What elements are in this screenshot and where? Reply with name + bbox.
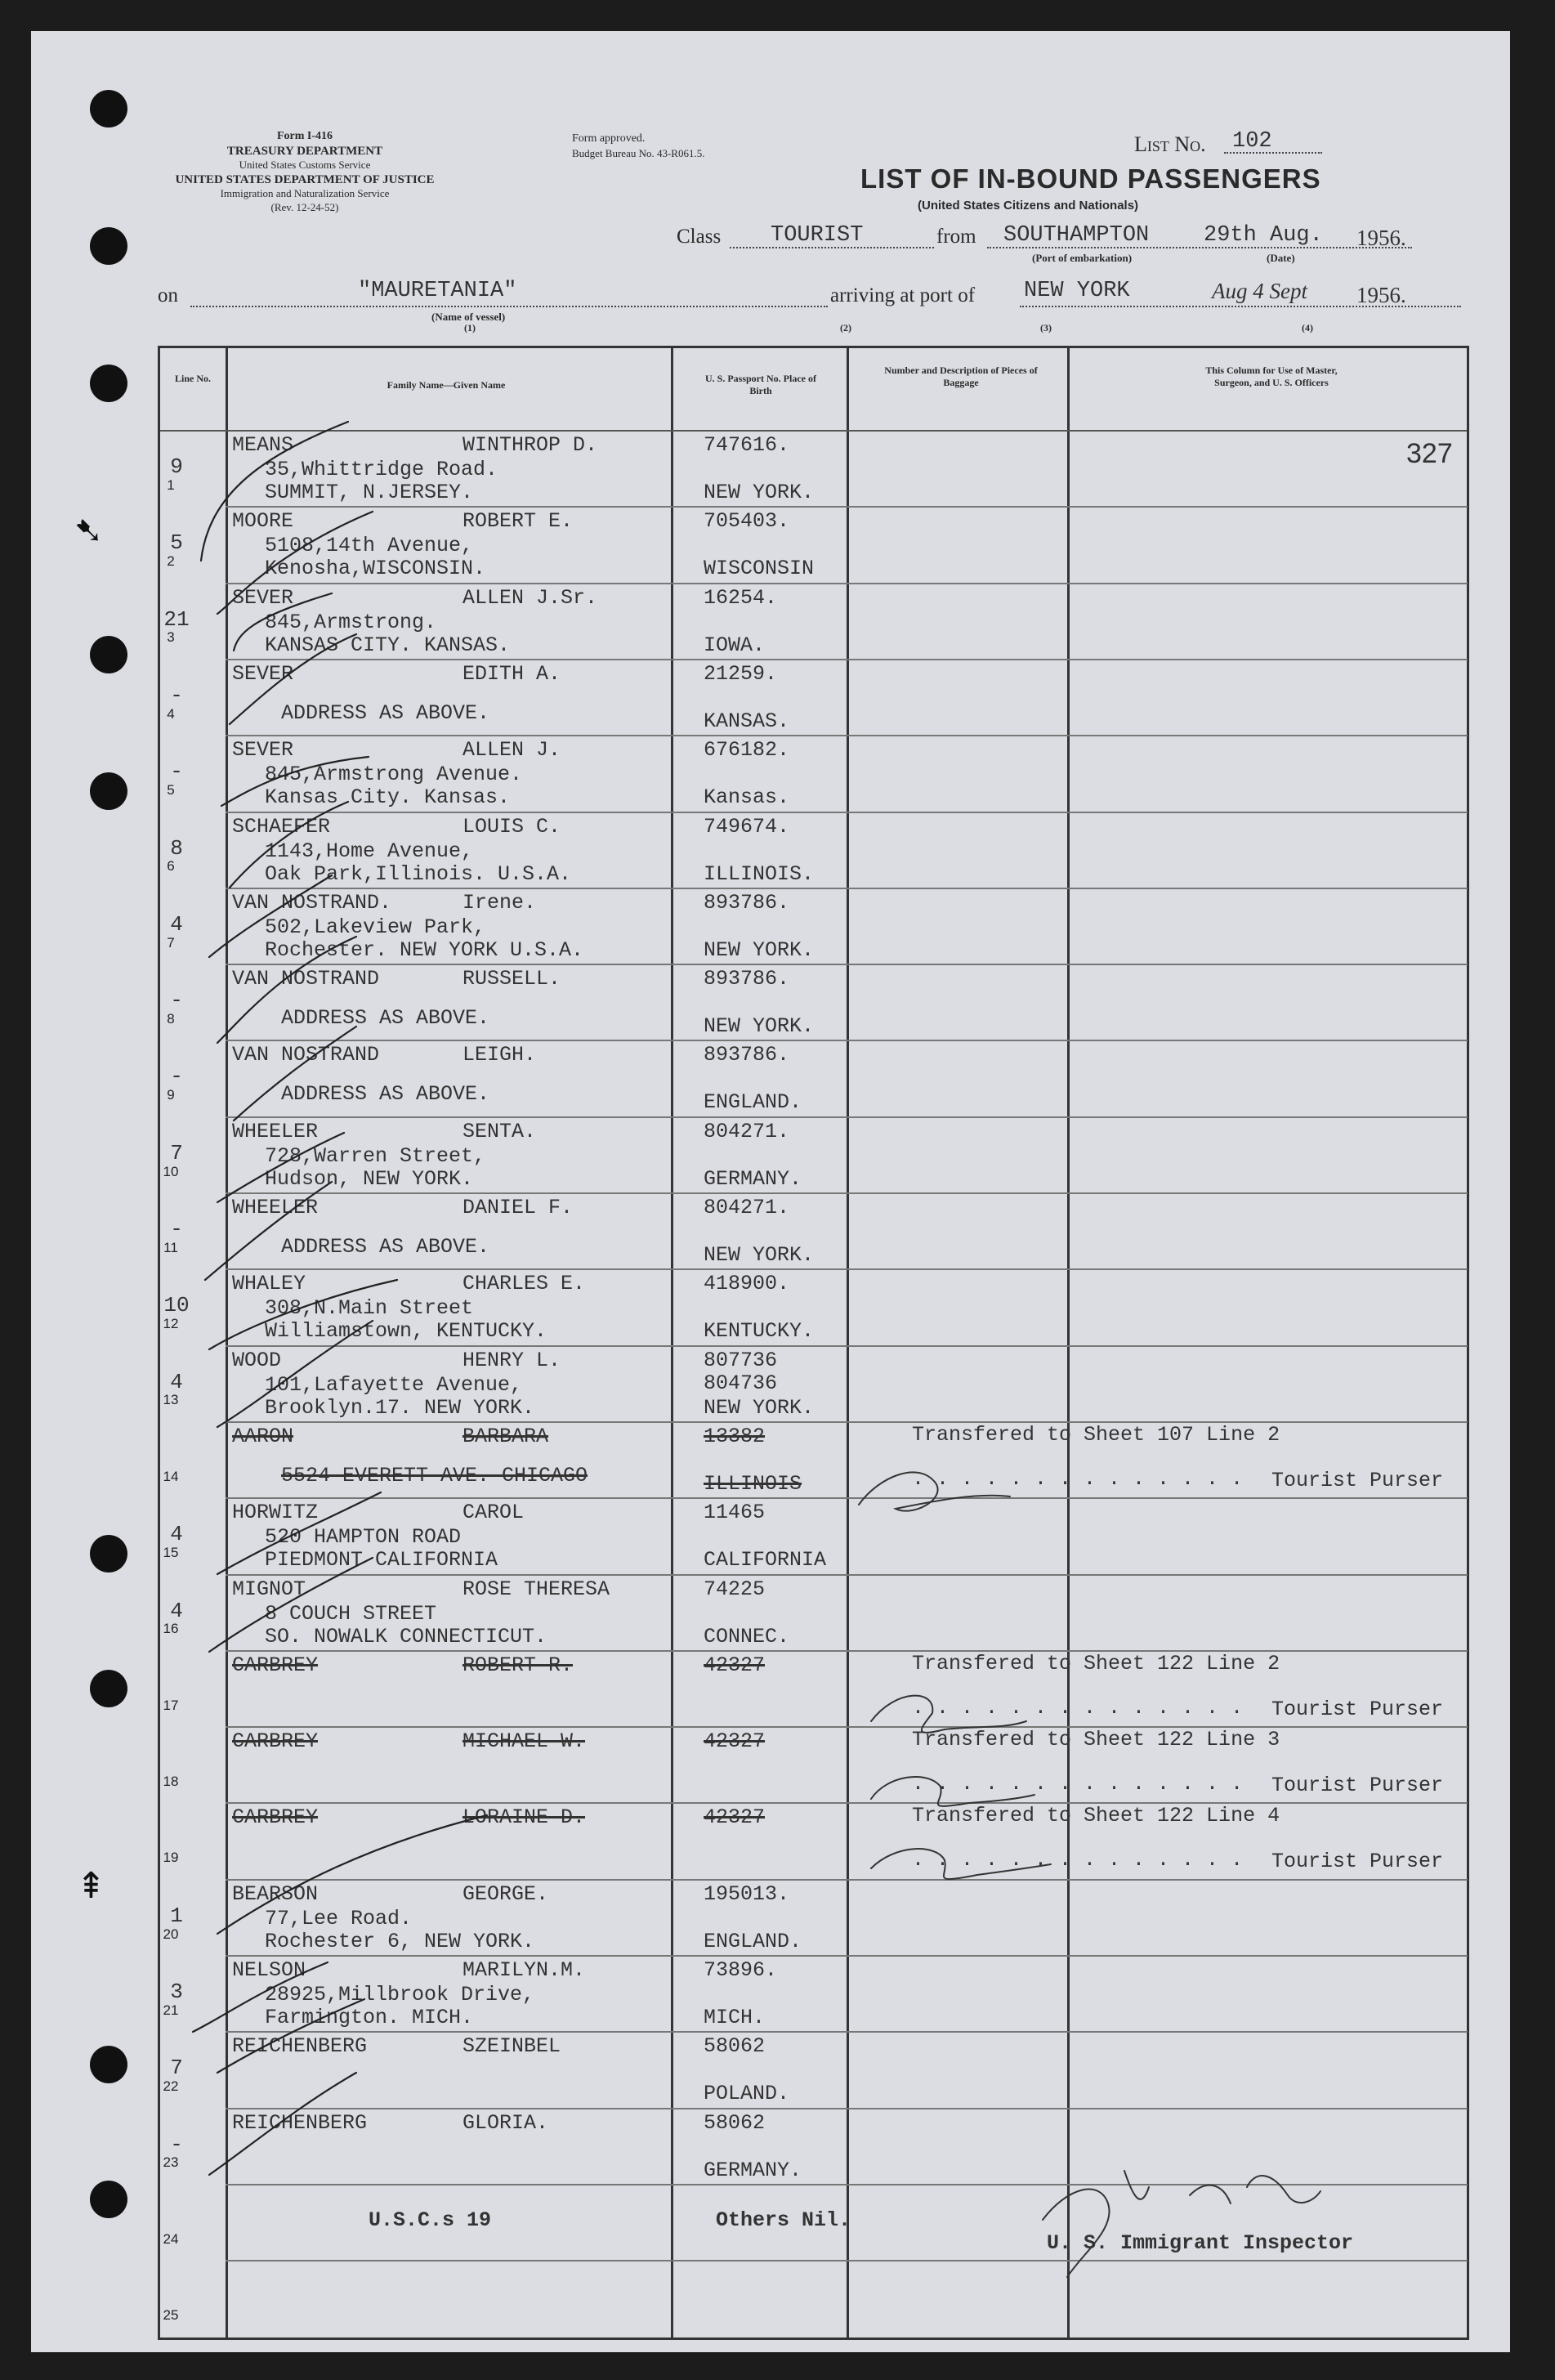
margin-tick-mark: ⇞ (76, 1866, 106, 1906)
officer-note: 327 (1406, 438, 1453, 469)
passport-number: 893786. (704, 890, 790, 915)
transfer-note: Transfered to Sheet 122 Line 3 (912, 1728, 1280, 1752)
family-name: SEVER (232, 661, 294, 686)
baggage-count: - (170, 682, 183, 708)
address-line-1: ADDRESS AS ABOVE. (281, 1235, 490, 1259)
address-line-1: ADDRESS AS ABOVE. (281, 1082, 490, 1107)
customs-service: United States Customs Service (239, 159, 371, 172)
family-name: HORWITZ (232, 1501, 319, 1525)
row-divider (226, 2260, 1468, 2261)
family-name: SCHAEFER (232, 814, 331, 839)
row-divider (226, 1802, 1468, 1804)
place-of-birth: CALIFORNIA (704, 1548, 827, 1572)
departure-date: 29th Aug. (1204, 223, 1323, 248)
class-label: Class (677, 226, 722, 248)
vessel-line (190, 306, 828, 307)
arriving-label: arriving at port of (830, 284, 976, 306)
line-number: 20 (163, 1926, 179, 1942)
line-number: 11 (163, 1239, 178, 1255)
row-divider (226, 1955, 1468, 1957)
family-name: NELSON (232, 1958, 306, 1982)
passport-number: 747616. (704, 433, 790, 457)
family-name: CARBREY (232, 1653, 319, 1677)
row-divider (226, 735, 1468, 736)
passport-number-corrected: 804736 (704, 1371, 778, 1395)
purser-label: Tourist Purser (1271, 1697, 1444, 1721)
passport-number: 16254. (704, 585, 778, 610)
address-line-2: Kenosha,WISCONSIN. (265, 557, 486, 581)
manifest-page (31, 31, 1510, 2352)
passport-number: 804271. (704, 1196, 790, 1219)
address-line-1: 1143,Home Avenue, (265, 839, 474, 863)
line-number: 14 (163, 1468, 179, 1484)
address-line-2: KANSAS CITY. KANSAS. (265, 633, 511, 657)
baggage-count: 3 (170, 1980, 183, 2004)
address-line-1: 520 HAMPTON ROAD (265, 1525, 462, 1550)
punch-hole (90, 636, 127, 673)
baggage-count: - (170, 2132, 183, 2157)
passport-number: 21259. (704, 661, 778, 686)
family-name: WHEELER (232, 1119, 319, 1143)
form-id: Form I-416 (276, 130, 333, 142)
given-name: Irene. (462, 890, 537, 915)
place-of-birth: WISCONSIN (704, 557, 815, 581)
baggage-count: 1 (170, 1903, 183, 1928)
baggage-count: - (170, 1217, 183, 1241)
address-line-1: ADDRESS AS ABOVE. (281, 1006, 490, 1031)
purser-dots: . . . . . . . . . . . . . . (912, 1772, 1244, 1796)
on-label: on (158, 284, 178, 306)
line-number: 2 (167, 553, 175, 570)
col-divider (847, 348, 849, 2338)
given-name: SZEINBEL (462, 2034, 561, 2059)
header-divider (160, 430, 1467, 432)
address-line-2: SO. NOWALK CONNECTICUT. (265, 1624, 547, 1649)
family-name: REICHENBERG (232, 2110, 368, 2135)
line-number: 9 (167, 1087, 175, 1103)
address-line-2: Oak Park,Illinois. U.S.A. (265, 861, 572, 886)
ins-service: Immigration and Naturalization Service (220, 187, 390, 200)
address-line-1: 845,Armstrong. (265, 610, 437, 634)
row-divider (226, 1040, 1468, 1041)
given-name: RUSSELL. (462, 967, 561, 991)
row-divider (226, 1421, 1468, 1423)
family-name: WHEELER (232, 1196, 319, 1219)
col-header-baggage: Number and Description of Pieces of Baggage (884, 365, 1038, 388)
given-name: CAROL (462, 1501, 525, 1525)
given-name: LOUIS C. (462, 814, 561, 839)
date-caption: (Date) (1267, 252, 1295, 264)
list-no-value: 102 (1232, 129, 1272, 154)
family-name: VAN NOSTRAND (232, 1043, 380, 1067)
given-name: ROBERT R. (462, 1653, 574, 1677)
place-of-birth: NEW YORK. (704, 481, 815, 504)
family-name: MEANS (232, 433, 294, 457)
from-value: SOUTHAMPTON (1003, 223, 1150, 248)
passport-number: 73896. (704, 1958, 778, 1982)
punch-hole (90, 1670, 127, 1707)
col-divider (671, 348, 673, 2338)
row-divider (226, 1192, 1468, 1194)
given-name: HENRY L. (462, 1348, 561, 1372)
place-of-birth: ENGLAND. (704, 1929, 802, 1953)
place-of-birth: KANSAS. (704, 709, 790, 733)
baggage-count: - (170, 988, 183, 1013)
address-line-2: SUMMIT, N.JERSEY. (265, 481, 474, 504)
inspector-title: U. S. Immigrant Inspector (1047, 2230, 1354, 2255)
uscs-count: U.S.C.s 19 (369, 2208, 492, 2232)
address-line-1: 101,Lafayette Avenue, (265, 1372, 523, 1397)
passport-number: 58062 (704, 2034, 766, 2059)
row-divider (226, 888, 1468, 889)
margin-tick-mark: ➷ (74, 511, 104, 551)
baggage-count: 7 (170, 2056, 183, 2081)
col-header-officers: This Column for Use of Master, Surgeon, and U. S. Officers (1205, 365, 1338, 388)
address-line-2: Rochester. NEW YORK U.S.A. (265, 937, 584, 962)
class-value: TOURIST (771, 223, 864, 248)
from-label: from (936, 226, 976, 248)
line-number: 22 (163, 2078, 179, 2095)
family-name: VAN NOSTRAND. (232, 890, 392, 915)
address-line-2: Williamstown, KENTUCKY. (265, 1319, 547, 1344)
transfer-note: Transfered to Sheet 107 Line 2 (912, 1422, 1280, 1447)
row-divider (226, 964, 1468, 965)
vessel-name: "MAURETANIA" (358, 279, 517, 303)
passport-number: 195013. (704, 1881, 790, 1906)
col-header-line-no: Line No. (174, 373, 211, 384)
line-number: 21 (163, 2002, 179, 2018)
col-divider (1067, 348, 1070, 2338)
address-line-1: 28925,Millbrook Drive, (265, 1983, 535, 2006)
punch-hole (90, 90, 127, 128)
row-divider (226, 1726, 1468, 1728)
address-line-1: 5524 EVERETT AVE. CHICAGO (281, 1463, 588, 1488)
baggage-count: - (170, 759, 183, 785)
baggage-count: 4 (170, 1598, 183, 1623)
place-of-birth: POLAND. (704, 2082, 790, 2106)
row-divider (226, 583, 1468, 584)
baggage-count: 7 (170, 1140, 183, 1165)
given-name: SENTA. (462, 1119, 537, 1143)
page-subtitle: (United States Citizens and Nationals) (918, 199, 1139, 212)
family-name: SEVER (232, 738, 294, 763)
passport-number: 749674. (704, 814, 790, 839)
row-divider (226, 2031, 1468, 2033)
address-line-2: Rochester 6, NEW YORK. (265, 1929, 535, 1953)
row-divider (226, 812, 1468, 813)
budget-bureau: Budget Bureau No. 43-R061.5. (572, 147, 705, 159)
address-line-1: 845,Armstrong Avenue. (265, 763, 523, 787)
family-name: VAN NOSTRAND (232, 967, 380, 991)
punch-hole (90, 227, 127, 265)
place-of-birth: ILLINOIS (704, 1471, 802, 1496)
family-name: AARON (232, 1424, 294, 1448)
purser-dots: . . . . . . . . . . . . . . (912, 1466, 1244, 1491)
purser-label: Tourist Purser (1271, 1850, 1444, 1874)
passport-number: 42327 (704, 1653, 766, 1677)
page-title: LIST OF IN-BOUND PASSENGERS (860, 163, 1321, 194)
list-no-label: List No. (1134, 132, 1206, 156)
place-of-birth: ILLINOIS. (704, 861, 815, 886)
passport-number: 42327 (704, 1729, 766, 1754)
col-header-name: Family Name—Given Name (387, 379, 506, 391)
list-no-line (1224, 152, 1322, 154)
given-name: GLORIA. (462, 2110, 549, 2135)
line-number: 8 (167, 1010, 175, 1027)
passport-number: 42327 (704, 1805, 766, 1830)
punch-hole (90, 772, 127, 810)
place-of-birth: NEW YORK. (704, 937, 815, 962)
line-number: 1 (167, 476, 175, 493)
departure-year: 1956. (1356, 226, 1406, 250)
place-of-birth: NEW YORK. (704, 1014, 815, 1039)
line-number: 15 (163, 1545, 179, 1561)
place-of-birth: NEW YORK. (704, 1395, 815, 1420)
row-divider (226, 2108, 1468, 2109)
passport-number: 807736 (704, 1348, 778, 1372)
address-line-1: 308,N.Main Street (265, 1296, 474, 1321)
baggage-count: 4 (170, 911, 183, 937)
family-name: CARBREY (232, 1729, 319, 1754)
line-number: 3 (167, 629, 175, 646)
given-name: EDITH A. (462, 661, 561, 686)
passport-number: 893786. (704, 1043, 790, 1067)
passport-number: 13382 (704, 1424, 766, 1448)
family-name: MOORE (232, 509, 294, 534)
passport-number: 74225 (704, 1577, 766, 1601)
passport-number: 893786. (704, 967, 790, 991)
place-of-birth: IOWA. (704, 633, 766, 657)
given-name: ALLEN J.Sr. (462, 585, 598, 610)
family-name: WHALEY (232, 1272, 306, 1296)
given-name: MICHAEL W. (462, 1729, 586, 1754)
line-number: 6 (167, 858, 175, 875)
line-number: 12 (163, 1316, 179, 1332)
given-name: ROBERT E. (462, 509, 574, 534)
passport-number: 676182. (704, 738, 790, 763)
family-name: MIGNOT (232, 1577, 306, 1601)
line-number: 23 (163, 2154, 179, 2171)
address-line-1: 502,Lakeview Park, (265, 915, 486, 939)
purser-dots: . . . . . . . . . . . . . . (912, 1848, 1244, 1872)
line-number: 4 (167, 705, 175, 722)
given-name: ROSE THERESA (462, 1577, 610, 1601)
baggage-count: 21 (163, 606, 190, 632)
line-number: 25 (163, 2307, 179, 2324)
line-number: 24 (163, 2230, 179, 2247)
line-number: 19 (163, 1850, 179, 1866)
row-divider (226, 1650, 1468, 1652)
port-caption: (Port of embarkation) (1032, 252, 1133, 264)
given-name: LORAINE D. (462, 1805, 586, 1830)
place-of-birth: KENTUCKY. (704, 1319, 815, 1344)
row-divider (226, 1268, 1468, 1270)
given-name: LEIGH. (462, 1043, 537, 1067)
baggage-count: 9 (170, 454, 183, 479)
row-divider (226, 1497, 1468, 1499)
address-line-2: Hudson, NEW YORK. (265, 1166, 474, 1191)
family-name: CARBREY (232, 1805, 319, 1830)
line-number: 7 (167, 934, 175, 951)
passport-number: 705403. (704, 509, 790, 534)
line-number: 18 (163, 1773, 179, 1789)
col-header-passport: U. S. Passport No. Place of Birth (705, 373, 816, 396)
passport-number: 58062 (704, 2110, 766, 2135)
place-of-birth: NEW YORK. (704, 1243, 815, 1267)
purser-dots: . . . . . . . . . . . . . . (912, 1695, 1244, 1720)
given-name: WINTHROP D. (462, 433, 598, 457)
row-divider (226, 2184, 1468, 2185)
given-name: BARBARA (462, 1424, 549, 1448)
row-divider (226, 1116, 1468, 1118)
passport-number: 804271. (704, 1119, 790, 1143)
row-divider (226, 1879, 1468, 1881)
place-of-birth: GERMANY. (704, 2158, 802, 2182)
purser-label: Tourist Purser (1271, 1774, 1444, 1798)
address-line-1: 8 COUCH STREET (265, 1601, 437, 1626)
purser-label: Tourist Purser (1271, 1468, 1444, 1492)
passport-number: 11465 (704, 1501, 766, 1525)
place-of-birth: ENGLAND. (704, 1090, 802, 1115)
vessel-caption: (Name of vessel) (431, 311, 506, 323)
line-number: 10 (163, 1163, 179, 1179)
revision-date: (Rev. 12-24-52) (270, 200, 339, 213)
address-line-2: Kansas City. Kansas. (265, 785, 511, 810)
place-of-birth: CONNEC. (704, 1624, 790, 1649)
baggage-count: 4 (170, 1369, 183, 1394)
place-of-birth: GERMANY. (704, 1166, 802, 1191)
passport-number: 418900. (704, 1272, 790, 1296)
given-name: MARILYN.M. (462, 1958, 586, 1982)
row-divider (226, 659, 1468, 660)
address-line-2: PIEDMONT CALIFORNIA (265, 1548, 498, 1572)
passenger-table (158, 346, 1469, 2340)
punch-hole (90, 2046, 127, 2083)
baggage-count: 8 (170, 835, 183, 861)
address-line-2: Brooklyn.17. NEW YORK. (265, 1395, 535, 1420)
punch-hole (90, 1535, 127, 1572)
address-line-2: Farmington. MICH. (265, 2006, 474, 2029)
line-number: 13 (163, 1392, 179, 1408)
place-of-birth: Kansas. (704, 785, 790, 810)
line-number: 16 (163, 1621, 179, 1637)
transfer-note: Transfered to Sheet 122 Line 2 (912, 1651, 1280, 1675)
address-line-1: 5108,14th Avenue, (265, 534, 474, 558)
arrival-year: 1956. (1356, 283, 1406, 307)
given-name: CHARLES E. (462, 1272, 586, 1296)
col-divider (226, 348, 228, 2338)
family-name: SEVER (232, 585, 294, 610)
col-caption-3: (3) (1040, 322, 1052, 333)
arrival-port: NEW YORK (1024, 279, 1130, 303)
col-caption-1: (1) (464, 322, 476, 333)
justice-dept: UNITED STATES DEPARTMENT OF JUSTICE (175, 172, 435, 186)
punch-hole (90, 2181, 127, 2218)
address-line-1: 77,Lee Road. (265, 1906, 413, 1930)
form-agency-block (158, 129, 452, 214)
col-caption-2: (2) (840, 322, 851, 333)
given-name: DANIEL F. (462, 1196, 574, 1219)
others-count: Others Nil. (716, 2208, 851, 2232)
baggage-count: - (170, 1064, 183, 1089)
col-caption-4: (4) (1302, 322, 1313, 333)
address-line-1: 35,Whittridge Road. (265, 458, 498, 481)
address-line-1: ADDRESS AS ABOVE. (281, 700, 490, 725)
baggage-count: 4 (170, 1522, 183, 1547)
form-approved: Form approved. (572, 132, 646, 145)
line-number: 5 (167, 782, 175, 799)
row-divider (226, 1345, 1468, 1347)
line-number: 17 (163, 1697, 179, 1713)
row-divider (226, 1574, 1468, 1576)
treasury-dept: TREASURY DEPARTMENT (226, 144, 383, 158)
baggage-count: 5 (170, 530, 183, 556)
family-name: WOOD (232, 1348, 282, 1372)
family-name: BEARSON (232, 1881, 319, 1906)
given-name: GEORGE. (462, 1881, 549, 1906)
address-line-1: 728,Warren Street, (265, 1143, 486, 1168)
baggage-count: 10 (163, 1293, 190, 1318)
arrival-date: Aug 4 Sept (1212, 279, 1307, 303)
transfer-note: Transfered to Sheet 122 Line 4 (912, 1804, 1280, 1828)
place-of-birth: MICH. (704, 2006, 766, 2029)
punch-hole (90, 365, 127, 402)
family-name: REICHENBERG (232, 2034, 368, 2059)
row-divider (226, 506, 1468, 508)
given-name: ALLEN J. (462, 738, 561, 763)
